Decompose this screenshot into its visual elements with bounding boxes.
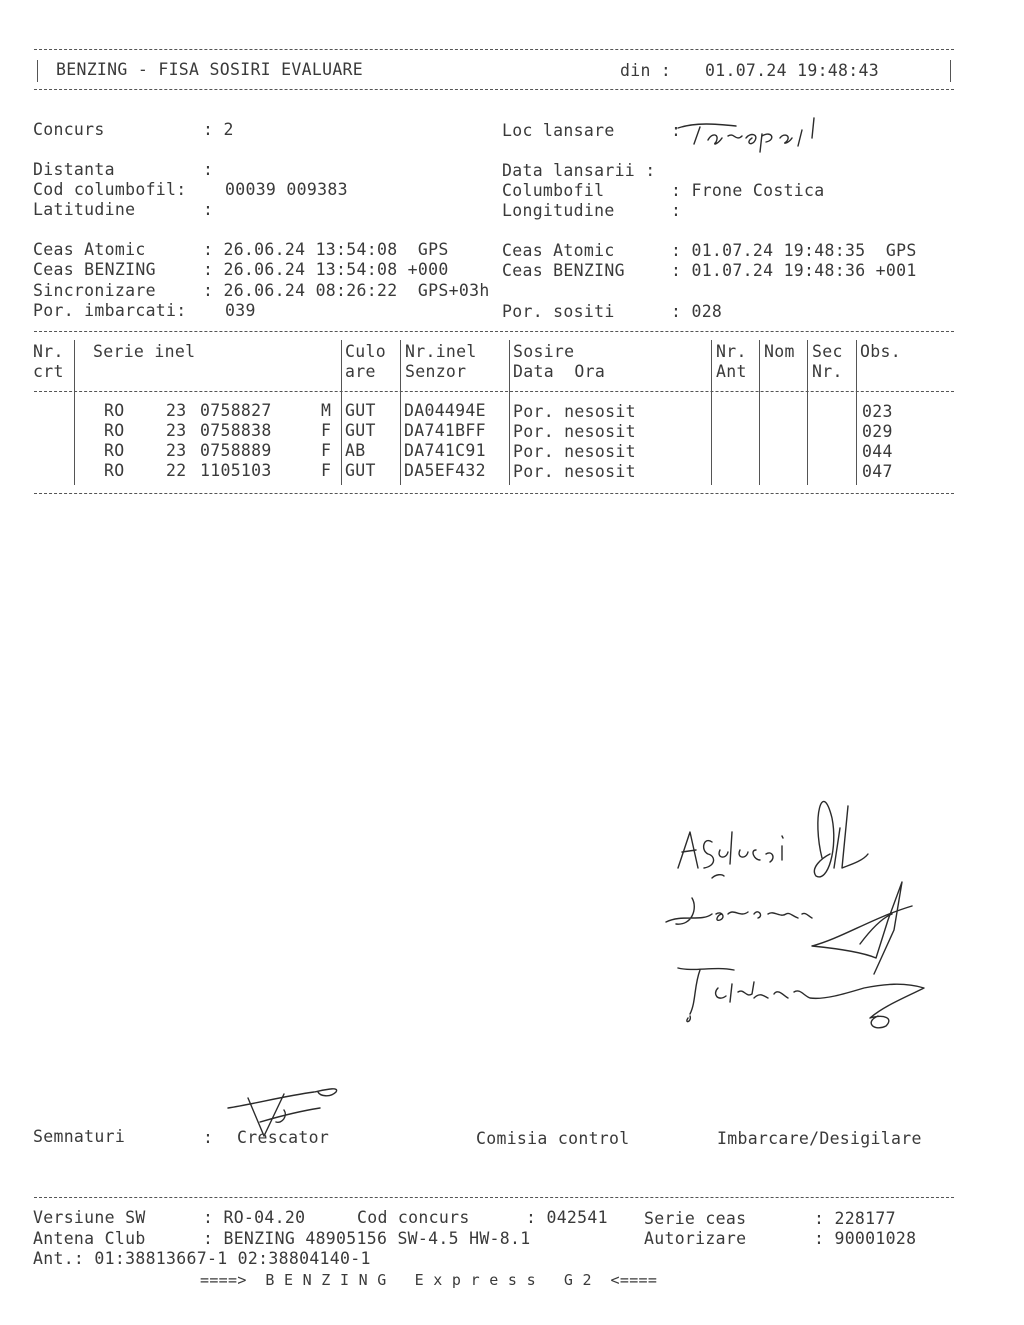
antena-club-value: : BENZING 48905156 SW-4.5 HW-8.1 [203,1229,531,1248]
cell-status: Por. nesosit [513,462,636,481]
th-sosire: Sosire [513,342,575,361]
autorizare-label: Autorizare [644,1229,747,1248]
antena-club-label: Antena Club [33,1229,146,1248]
antenna-ids: Ant.: 01:38813667-1 02:38804140-1 [33,1249,371,1268]
versiune-sw-value: : RO-04.20 [203,1208,306,1227]
longitudine-label: Longitudine [502,201,615,220]
header-top-border [34,49,954,50]
footer-divider [34,1197,954,1198]
sincronizare-label: Sincronizare [33,281,156,300]
distanta-value: : [203,160,214,179]
columbofil-label: Columbofil [502,181,605,200]
cell-country: RO [104,441,125,460]
th-culo: Culo [345,342,386,361]
header-bottom-border [34,89,954,90]
cell-year: 22 [166,461,187,480]
cell-country: RO [104,461,125,480]
por-sositi-label: Por. sositi [502,302,615,321]
table-header-divider [34,391,954,392]
cell-ring: 0758889 [200,441,272,460]
ceas-benzing-end-label: Ceas BENZING [502,261,625,280]
col-divider [341,340,342,485]
cod-columbofil-value: 00039 009383 [225,180,348,199]
semnaturi-label: Semnaturi [33,1127,126,1146]
cell-obs: 044 [862,442,893,461]
table-bottom-border [34,493,954,494]
por-imbarcati-label: Por. imbarcati: [33,301,187,320]
cell-color: GUT [345,461,376,480]
cell-sensor: DA04494E [404,401,486,420]
cod-columbofil-label: Cod columbofil: [33,180,187,199]
cod-concurs-label: Cod concurs [357,1208,470,1227]
table-top-border [34,331,954,332]
col-divider [807,340,808,485]
cell-obs: 023 [862,402,893,421]
document-title: BENZING - FISA SOSIRI EVALUARE [56,60,364,79]
cell-obs: 047 [862,462,893,481]
th-senzor: Senzor [405,362,467,381]
th-nr-inel: Nr.inel [405,342,477,361]
cell-country: RO [104,401,125,420]
concurs-label: Concurs [33,120,105,139]
crescator-label: Crescator [237,1128,330,1147]
ceas-benzing-start-label: Ceas BENZING [33,260,156,279]
th-obs: Obs. [860,342,901,361]
header-date-value: 01.07.24 19:48:43 [705,61,879,80]
cell-color: GUT [345,401,376,420]
col-divider [400,340,401,485]
cell-status: Por. nesosit [513,402,636,421]
serie-ceas-value: : 228177 [814,1209,896,1228]
cell-sex: F [321,421,332,440]
th-sec-nr: Nr. [812,362,843,381]
cell-sensor: DA5EF432 [404,461,486,480]
latitudine-value: : [203,200,214,219]
cell-obs: 029 [862,422,893,441]
cell-year: 23 [166,401,187,420]
ceas-atomic-end-value: : 01.07.24 19:48:35 GPS [671,241,917,260]
ceas-atomic-start-value: : 26.06.24 13:54:08 GPS [203,240,449,259]
sincronizare-value: : 26.06.24 08:26:22 GPS+03h [203,281,490,300]
th-serie-inel: Serie inel [93,342,196,361]
columbofil-value: : Frone Costica [671,181,825,200]
col-divider [856,340,857,485]
longitudine-value: : [671,201,682,220]
distanta-label: Distanta [33,160,115,179]
header-right-border [950,60,951,82]
cell-ring: 0758838 [200,421,272,440]
th-data-ora: Data Ora [513,362,606,381]
data-lansarii-label: Data lansarii : [502,161,656,180]
ceas-atomic-start-label: Ceas Atomic [33,240,146,259]
loc-lansare-handwriting [676,108,836,158]
cell-ring: 0758827 [200,401,272,420]
cell-ring: 1105103 [200,461,272,480]
col-divider [509,340,510,485]
cell-sex: M [321,401,332,420]
th-ant: Ant [716,362,747,381]
serie-ceas-label: Serie ceas [644,1209,747,1228]
versiune-sw-label: Versiune SW [33,1208,146,1227]
concurs-value: : 2 [203,120,234,139]
semnaturi-colon: : [203,1128,214,1147]
autorizare-value: : 90001028 [814,1229,917,1248]
th-are: are [345,362,376,381]
cell-color: AB [345,441,366,460]
ceas-benzing-start-value: : 26.06.24 13:54:08 +000 [203,260,449,279]
col-divider [759,340,760,485]
handwritten-signature-3 [674,958,954,1038]
th-nr-ant: Nr. [716,342,747,361]
por-sositi-value: : 028 [671,302,723,321]
cell-color: GUT [345,421,376,440]
ceas-atomic-end-label: Ceas Atomic [502,241,615,260]
col-divider [711,340,712,485]
th-crt: crt [33,362,64,381]
loc-lansare-colon: : [671,121,682,140]
cell-sensor: DA741C91 [404,441,486,460]
handwritten-signature-1 [672,788,892,888]
cell-sex: F [321,461,332,480]
ceas-benzing-end-value: : 01.07.24 19:48:36 +001 [671,261,917,280]
cod-concurs-value: : 042541 [526,1208,608,1227]
cell-status: Por. nesosit [513,442,636,461]
th-nom: Nom [764,342,795,361]
latitudine-label: Latitudine [33,200,136,219]
cell-sensor: DA741BFF [404,421,486,440]
loc-lansare-label: Loc lansare [502,121,615,140]
header-date-label: din : [620,61,672,80]
th-nr: Nr. [33,342,64,361]
cell-year: 23 [166,421,187,440]
cell-status: Por. nesosit [513,422,636,441]
cell-country: RO [104,421,125,440]
cell-sex: F [321,441,332,460]
por-imbarcati-value: 039 [225,301,256,320]
cell-year: 23 [166,441,187,460]
th-sec: Sec [812,342,843,361]
brand-line: ====> B E N Z I N G E x p r e s s G 2 <==== [200,1271,658,1289]
imbarcare-desigilare-label: Imbarcare/Desigilare [717,1129,922,1148]
header-left-border [37,60,38,82]
comisia-control-label: Comisia control [476,1129,630,1148]
col-divider [74,340,75,485]
